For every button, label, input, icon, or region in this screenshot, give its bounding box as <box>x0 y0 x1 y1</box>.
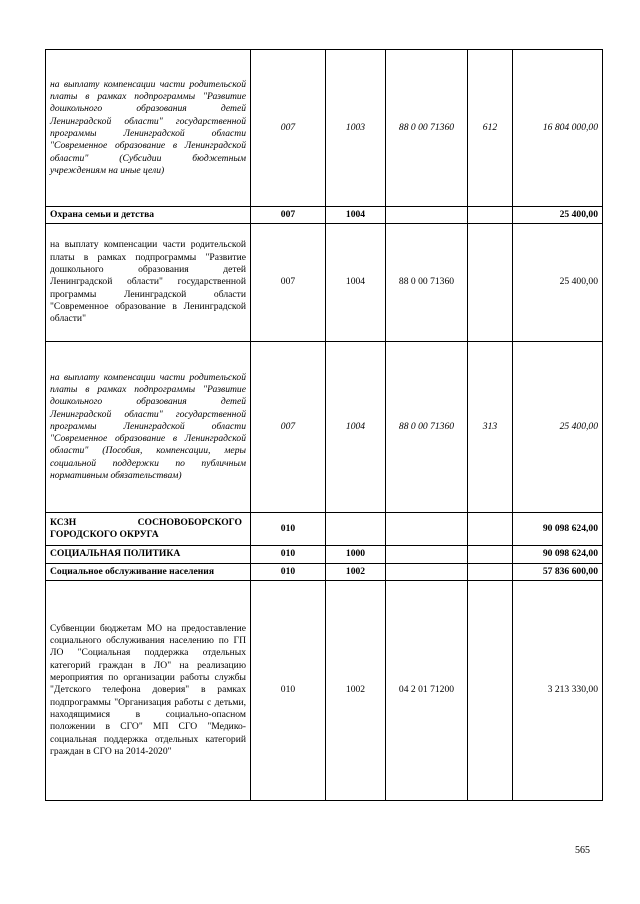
row-ministry-code: 010 <box>251 564 326 581</box>
row-section-code: 1002 <box>326 581 386 801</box>
row-description: Социальное обслуживание населения <box>46 564 251 581</box>
row-expense-type <box>468 513 513 546</box>
row-expense-type: 612 <box>468 50 513 207</box>
table-row <box>46 224 603 342</box>
row-ministry-code: 010 <box>251 581 326 801</box>
row-section-code: 1003 <box>326 50 386 207</box>
page-number: 565 <box>575 845 590 856</box>
row-amount: 57 836 600,00 <box>513 564 603 581</box>
table-row <box>46 207 603 224</box>
row-ministry-code: 007 <box>251 342 326 513</box>
table-row <box>46 50 603 207</box>
row-target-code <box>386 546 468 564</box>
table-row <box>46 581 603 801</box>
row-amount: 90 098 624,00 <box>513 546 603 564</box>
row-target-code <box>386 513 468 546</box>
row-target-code: 04 2 01 71200 <box>386 581 468 801</box>
row-ministry-code: 010 <box>251 546 326 564</box>
row-description: СОЦИАЛЬНАЯ ПОЛИТИКА <box>46 546 251 564</box>
row-target-code: 88 0 00 71360 <box>386 224 468 342</box>
row-target-code <box>386 207 468 224</box>
budget-table <box>45 49 603 801</box>
row-expense-type: 313 <box>468 342 513 513</box>
row-amount: 90 098 624,00 <box>513 513 603 546</box>
table-row <box>46 546 603 564</box>
row-ministry-code: 007 <box>251 207 326 224</box>
row-description: КСЗН СОСНОВОБОРСКОГО ГОРОДСКОГО ОКРУГА <box>46 513 251 546</box>
row-description: Субвенции бюджетам МО на предоставление социального обслуживания населению по ГП ЛО "Социальная поддержка отдельных категорий граждан в ЛО" на реализацию мероприятия по организации работы службы "Детского телефона доверия" в рамках подпрограммы "Организация работы с детьми, находящимися в социально-опасном положении в СГО" МП СГО "Медико-социальная поддержка отдельных категорий граждан в СГО на 2014-2020" <box>46 581 251 801</box>
row-section-code <box>326 513 386 546</box>
row-amount: 25 400,00 <box>513 342 603 513</box>
row-description: на выплату компенсации части родительской платы в рамках подпрограммы "Развитие дошкольного образования детей Ленинградской области" государственной программы Ленинградской области "Современное образование в Ленинградской области" (Субсидии бюджетным учреждениям на иные цели) <box>46 50 251 207</box>
row-expense-type <box>468 546 513 564</box>
row-section-code: 1004 <box>326 207 386 224</box>
row-ministry-code: 007 <box>251 50 326 207</box>
row-expense-type <box>468 224 513 342</box>
row-description: Охрана семьи и детства <box>46 207 251 224</box>
row-target-code: 88 0 00 71360 <box>386 342 468 513</box>
row-amount: 25 400,00 <box>513 207 603 224</box>
row-section-code: 1004 <box>326 224 386 342</box>
row-ministry-code: 010 <box>251 513 326 546</box>
row-amount: 16 804 000,00 <box>513 50 603 207</box>
row-expense-type <box>468 564 513 581</box>
table-row <box>46 342 603 513</box>
row-description: на выплату компенсации части родительской платы в рамках подпрограммы "Развитие дошкольного образования детей Ленинградской области" государственной программы Ленинградской области "Современное образование в Ленинградской области" <box>46 224 251 342</box>
row-expense-type <box>468 581 513 801</box>
row-amount: 25 400,00 <box>513 224 603 342</box>
row-section-code: 1000 <box>326 546 386 564</box>
row-ministry-code: 007 <box>251 224 326 342</box>
row-amount: 3 213 330,00 <box>513 581 603 801</box>
row-section-code: 1002 <box>326 564 386 581</box>
row-target-code: 88 0 00 71360 <box>386 50 468 207</box>
row-section-code: 1004 <box>326 342 386 513</box>
row-description: на выплату компенсации части родительской платы в рамках подпрограммы "Развитие дошкольного образования детей Ленинградской области" государственной программы Ленинградской области "Современное образование в Ленинградской области" (Пособия, компенсации, меры социальной поддержки по публичным нормативным обязательствам) <box>46 342 251 513</box>
table-row <box>46 513 603 546</box>
table-row <box>46 564 603 581</box>
row-expense-type <box>468 207 513 224</box>
row-target-code <box>386 564 468 581</box>
